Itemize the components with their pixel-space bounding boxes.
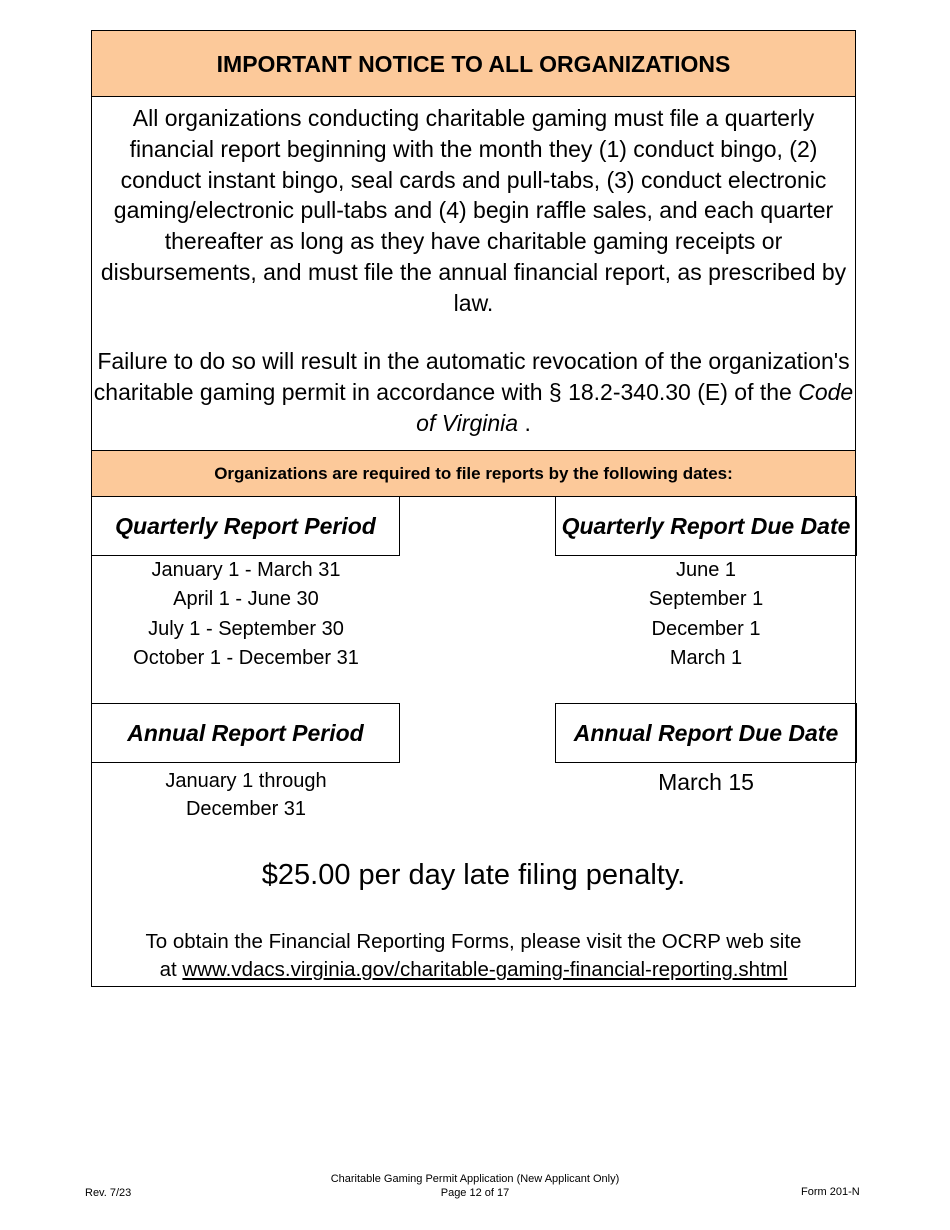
- important-notice-box: [91, 30, 856, 987]
- forms-prefix: at: [159, 958, 177, 981]
- list-item: July 1 - September 30: [148, 617, 344, 640]
- form-number: Form 201-N: [801, 1186, 860, 1198]
- revision-label: Rev. 7/23: [85, 1187, 132, 1199]
- quarterly-due-heading: Quarterly Report Due Date: [555, 496, 857, 556]
- filing-dates-header: Organizations are required to file reports by the following dates:: [92, 450, 855, 497]
- quarterly-period-heading: Quarterly Report Period: [91, 496, 400, 556]
- revocation-end: .: [524, 409, 531, 436]
- list-item: December 1: [651, 617, 761, 640]
- quarterly-periods-list: [92, 556, 400, 673]
- revocation-warning-paragraph: [92, 346, 855, 438]
- forms-instructions: [92, 928, 855, 984]
- footer-center: [250, 1172, 700, 1200]
- late-filing-penalty: $25.00 per day late filing penalty.: [261, 859, 686, 891]
- filing-requirement-paragraph: All organizations conducting charitable gaming must file a quarterly financial report beginning with the month they (1) conduct bingo, (2) conduct instant bingo, seal cards and pull-tabs, (3) conduct electronic gaming/electronic pull-tabs and (4) begin raffle sales, and each quarter thereafter as long as they have charitable gaming receipts or disbursements, and must file the annual financial report, as prescribed by law.: [100, 105, 847, 316]
- annual-due-heading: Annual Report Due Date: [555, 703, 857, 763]
- notice-title: IMPORTANT NOTICE TO ALL ORGANIZATIONS: [92, 31, 855, 97]
- revocation-text: Failure to do so will result in the automatic revocation of the organization's charitable gaming permit in accordance with § 18.2-340.30 (E) of the: [93, 348, 850, 405]
- annual-period-line2: December 31: [185, 798, 307, 820]
- annual-due-date-value: March 15: [658, 769, 754, 795]
- list-item: January 1 - March 31: [151, 559, 341, 581]
- quarterly-due-dates-list: [556, 556, 856, 673]
- annual-period-line1: January 1 through: [165, 770, 327, 792]
- list-item: April 1 - June 30: [173, 588, 319, 611]
- forms-instructions-line: To obtain the Financial Reporting Forms, please visit the OCRP web site: [145, 930, 802, 953]
- annual-period-value: [92, 767, 400, 823]
- list-item: March 1: [669, 646, 743, 669]
- page-number: Page 12 of 17: [440, 1187, 510, 1199]
- annual-period-heading: Annual Report Period: [91, 703, 400, 763]
- list-item: June 1: [675, 559, 737, 581]
- list-item: October 1 - December 31: [133, 646, 359, 669]
- list-item: September 1: [648, 588, 764, 611]
- code-of-virginia-citation: Code of Virginia: [416, 378, 854, 436]
- document-title: Charitable Gaming Permit Application (New Applicant Only): [330, 1173, 620, 1185]
- ocrp-website-link[interactable]: www.vdacs.virginia.gov/charitable-gaming-financial-reporting.shtml: [182, 958, 788, 981]
